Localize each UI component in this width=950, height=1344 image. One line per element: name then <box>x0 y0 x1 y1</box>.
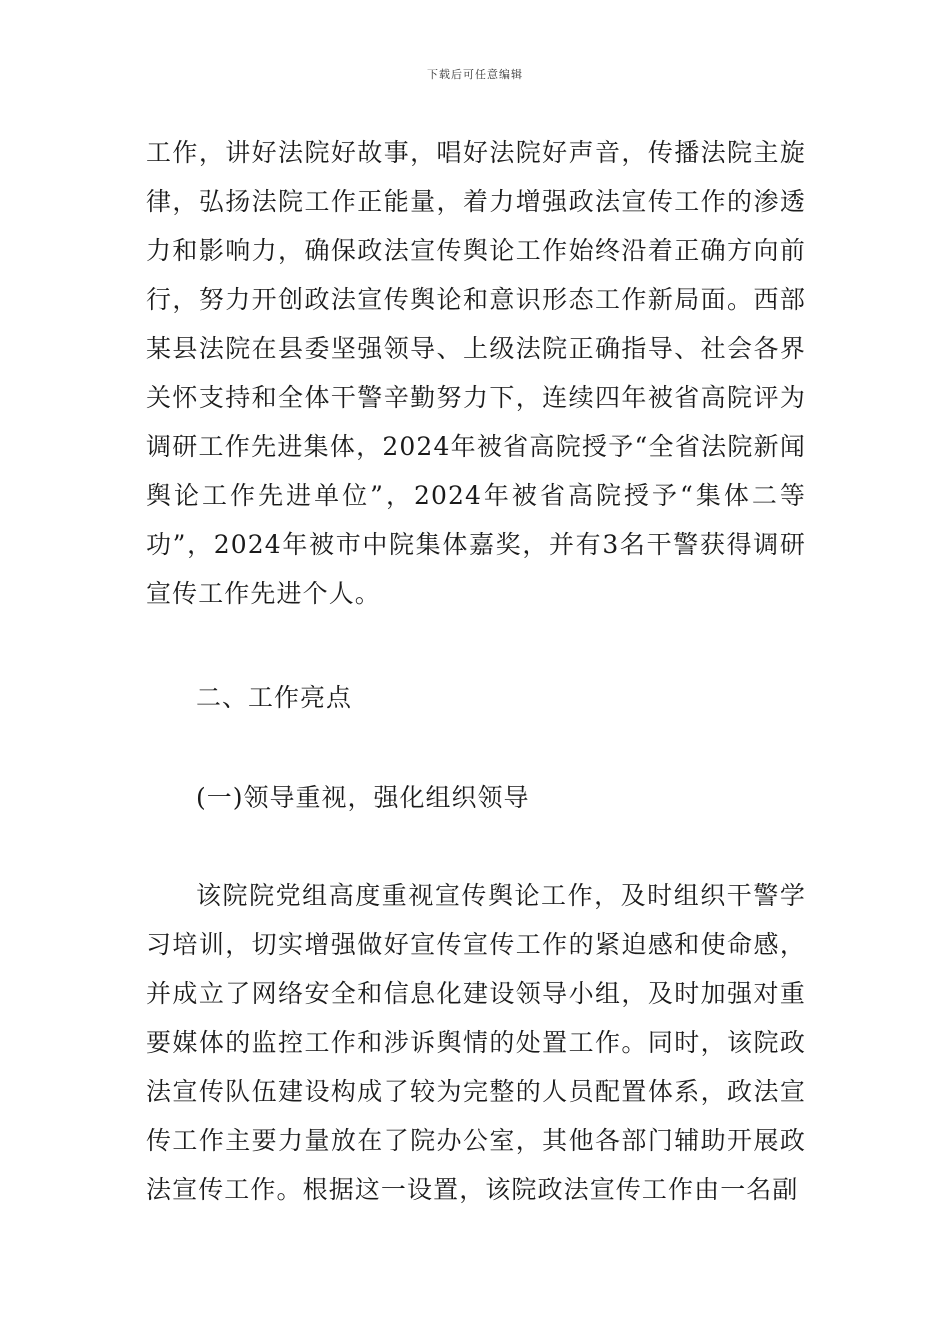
paragraph-court-achievements: 工作，讲好法院好故事，唱好法院好声音，传播法院主旋律，弘扬法院工作正能量，着力增强政法宣传工作的渗透力和影响力，确保政法宣传舆论工作始终沿着正确方向前行，努力开创政法宣传舆论和意识形态工作新局面。西部某县法院在县委坚强领导、上级法院正确指导、社会各界关怀支持和全体干警辛勤努力下，连续四年被省高院评为调研工作先进集体，2024年被省高院授予“全省法院新闻舆论工作先进单位”，2024年被省高院授予“集体二等功”，2024年被市中院集体嘉奖，并有3名干警获得调研宣传工作先进个人。 <box>146 138 806 608</box>
subsection-heading-leadership: (一)领导重视，强化组织领导 <box>196 783 530 812</box>
page-header-note: 下载后可任意编辑 <box>427 68 523 81</box>
paragraph-leadership-details: 该院院党组高度重视宣传舆论工作，及时组织干警学习培训，切实增强做好宣传宣传工作的紧迫感和使命感，并成立了网络安全和信息化建设领导小组，及时加强对重要媒体的监控工作和涉诉舆情的处置工作。同时，该院政法宣传队伍建设构成了较为完整的人员配置体系，政法宣传工作主要力量放在了院办公室，其他各部门辅助开展政法宣传工作。根据这一设置，该院政法宣传工作由一名副 <box>146 881 806 1204</box>
section-heading-work-highlights: 二、工作亮点 <box>196 683 353 712</box>
